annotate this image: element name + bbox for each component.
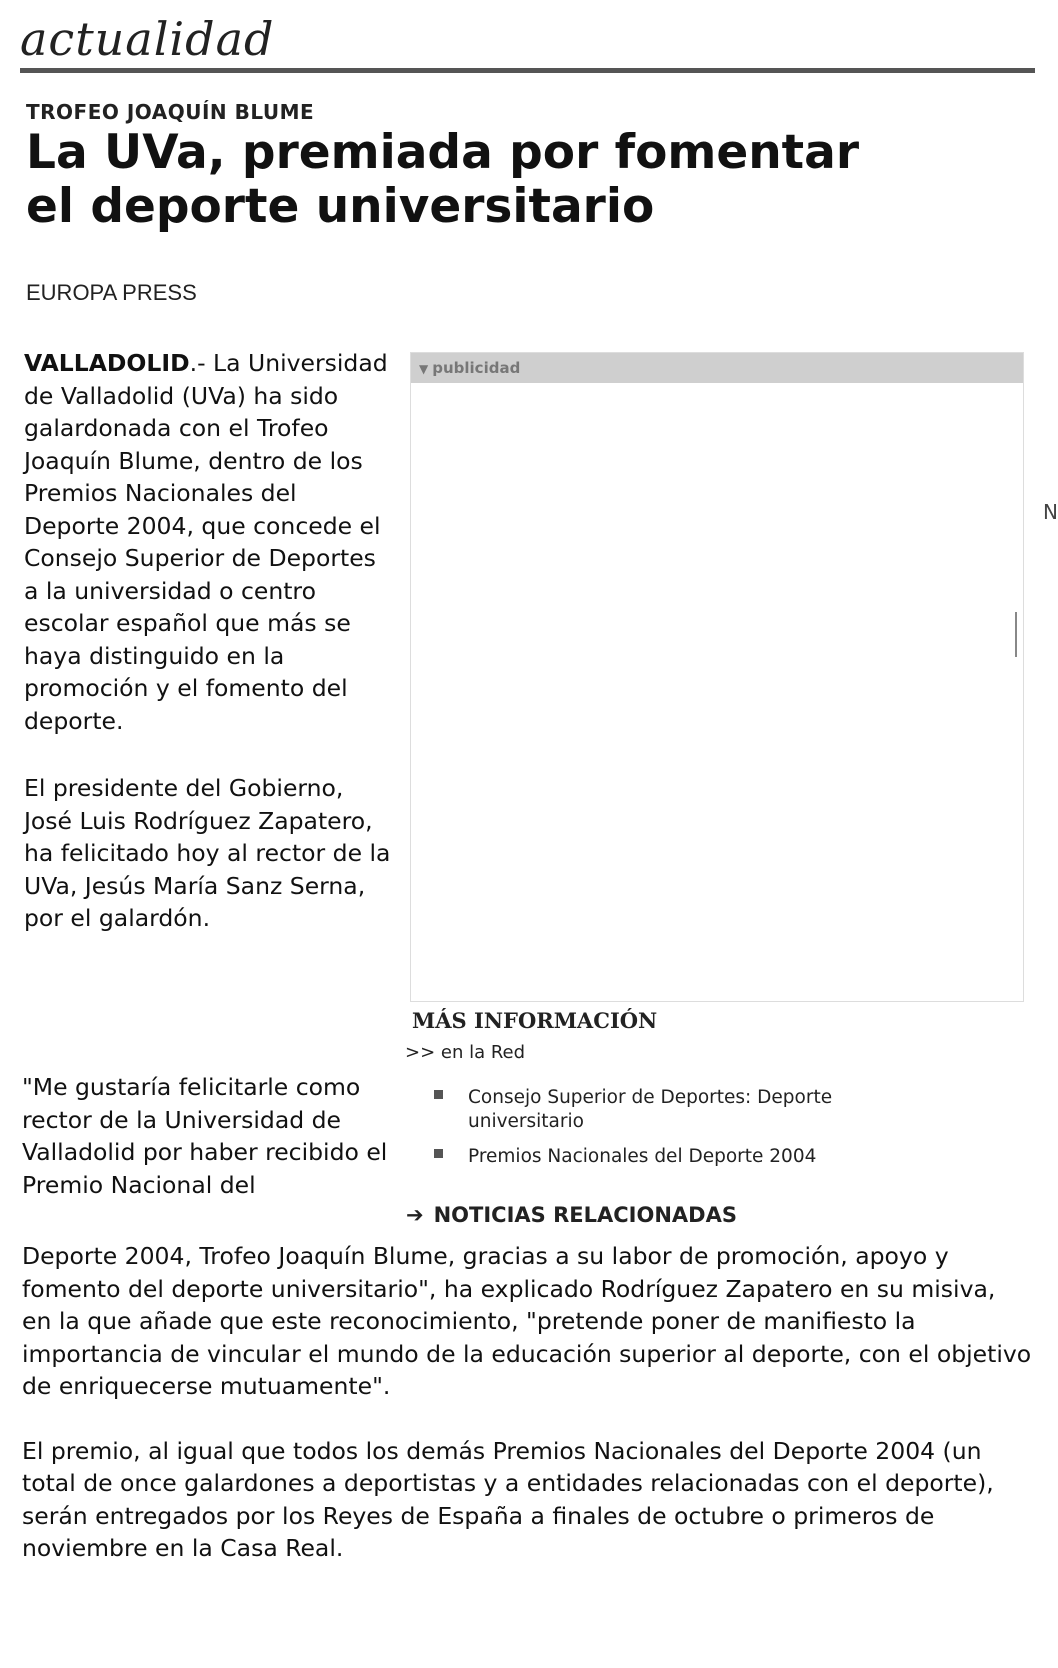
net-label: >> en la Red — [405, 1042, 526, 1063]
link-text[interactable]: Premios Nacionales del Deporte 2004 — [468, 1146, 817, 1167]
article-body-column — [24, 347, 394, 970]
article-body-full — [22, 1240, 1032, 1597]
cropped-edge-glyph: N — [1043, 500, 1058, 524]
headline-line-2: el deporte universitario — [26, 179, 655, 234]
related-news-label[interactable]: NOTICIAS RELACIONADAS — [433, 1203, 737, 1227]
square-bullet-icon — [434, 1149, 443, 1158]
paragraph-1-text: .- La Universidad de Valladolid (UVa) ha sido galardonada con el Trofeo Joaquín Blume, dentro de los Premios Nacionales del Deporte 2004, que concede el Consejo Superior de Deportes a la universidad o centro escolar español que más se haya distinguido en la promoción y el fomento del deporte. — [24, 349, 388, 735]
link-text[interactable]: Consejo Superior de Deportes: Deporte universitario — [468, 1087, 833, 1132]
link-item[interactable] — [430, 1086, 930, 1134]
paragraph-2: El presidente del Gobierno, José Luis Rodríguez Zapatero, ha felicitado hoy al rector de la UVa, Jesús María Sanz Serna, por el galardón. — [24, 774, 391, 932]
arrow-right-icon: ➔ — [406, 1203, 424, 1227]
section-title: actualidad — [20, 12, 275, 66]
article-byline: EUROPA PRESS — [26, 280, 197, 305]
link-list — [430, 1086, 930, 1180]
section-header — [20, 8, 1035, 73]
paragraph-3-start: "Me gustaría felicitarle como rector de la Universidad de Valladolid por haber recibido el Premio Nacional del — [22, 1073, 388, 1199]
article-kicker: TROFEO JOAQUÍN BLUME — [26, 100, 315, 124]
headline-line-1: La UVa, premiada por fomentar — [26, 125, 860, 180]
square-bullet-icon — [434, 1090, 443, 1099]
paragraph-1 — [24, 347, 394, 737]
more-info-title: MÁS INFORMACIÓN — [412, 1008, 658, 1033]
link-item[interactable] — [430, 1145, 930, 1169]
paragraph-3-end: Deporte 2004, Trofeo Joaquín Blume, gracias a su labor de promoción, apoyo y fomento del deporte universitario", ha explicado Rodríguez Zapatero en su misiva, en la que añade que este reconocimiento, "pretende poner de manifiesto la importancia de vincular el mundo de la educación superior al deporte, con el objetivo de enriquecerse mutuamente". — [22, 1242, 1032, 1400]
related-news-title[interactable] — [406, 1203, 737, 1227]
edge-line — [1015, 612, 1017, 657]
paragraph-4: El premio, al igual que todos los demás Premios Nacionales del Deporte 2004 (un total de once galardones a deportistas y a entidades relacionadas con el deporte), serán entregados por los Reyes de España a finales de octubre o primeros de noviembre en la Casa Real. — [22, 1436, 994, 1562]
advertisement-label: publicidad — [432, 359, 521, 377]
dateline: VALLADOLID — [24, 349, 190, 377]
advertisement-bar — [411, 353, 1023, 383]
article-headline — [26, 126, 1026, 234]
triangle-down-icon: ▼ — [419, 362, 429, 376]
advertisement-box[interactable] — [410, 352, 1024, 1002]
